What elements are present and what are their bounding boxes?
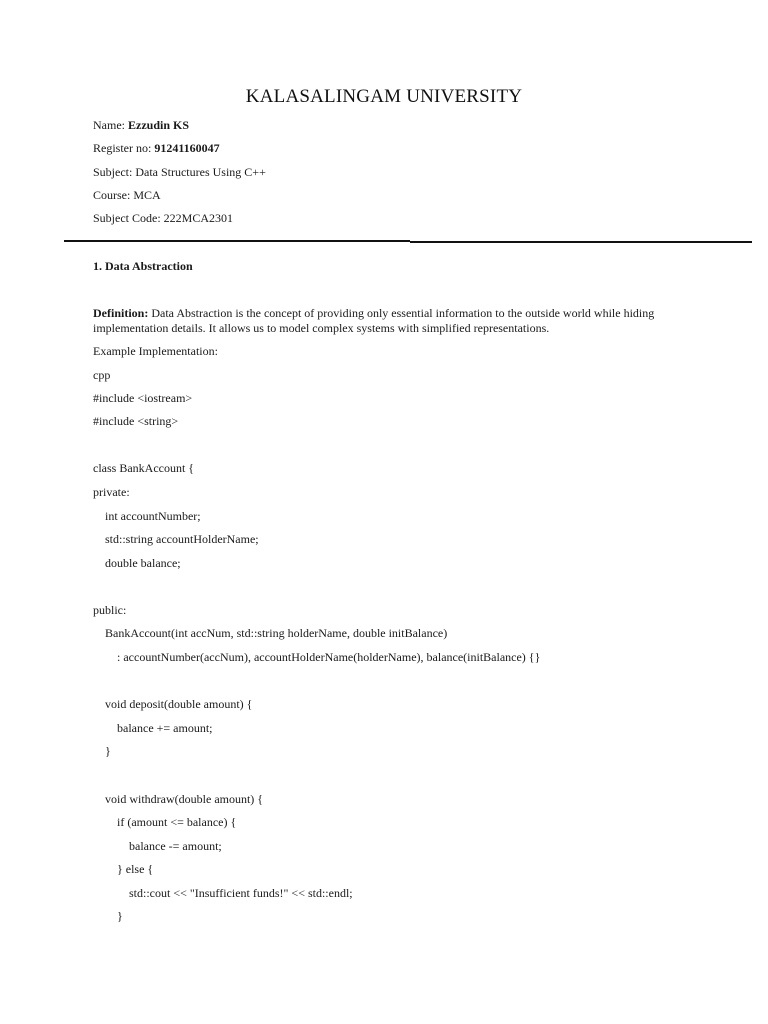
definition-text: Data Abstraction is the concept of providing only essential information to the outside world while hiding implementation details. It allows us to model complex systems with simplified representations. xyxy=(93,306,655,335)
code-line: BankAccount(int accNum, std::string holderName, double initBalance) xyxy=(93,626,448,640)
code-line: #include <string> xyxy=(93,414,179,428)
subject-code-line: Subject Code: 222MCA2301 xyxy=(93,211,233,225)
course-line: Course: MCA xyxy=(93,188,161,202)
definition-paragraph xyxy=(93,306,683,335)
code-line: std::cout << "Insufficient funds!" << std::endl; xyxy=(93,886,353,900)
code-line: #include <iostream> xyxy=(93,391,193,405)
code-line: class BankAccount { xyxy=(93,461,195,475)
code-line: balance += amount; xyxy=(93,721,213,735)
definition-label: Definition: xyxy=(93,306,149,320)
code-line: : accountNumber(accNum), accountHolderName(holderName), balance(initBalance) {} xyxy=(93,650,541,664)
code-line: void withdraw(double amount) { xyxy=(93,792,264,806)
code-line: private: xyxy=(93,485,130,499)
name-label: Name: xyxy=(93,118,128,132)
example-label: Example Implementation: xyxy=(93,344,218,358)
subject-line: Subject: Data Structures Using C++ xyxy=(93,165,266,179)
code-line: } xyxy=(93,909,123,923)
code-line: if (amount <= balance) { xyxy=(93,815,237,829)
code-line: public: xyxy=(93,603,127,617)
code-line: int accountNumber; xyxy=(93,509,201,523)
register-label: Register no: xyxy=(93,141,155,155)
code-line: } xyxy=(93,744,111,758)
student-name xyxy=(93,118,189,133)
code-line: void deposit(double amount) { xyxy=(93,697,253,711)
code-line: std::string accountHolderName; xyxy=(93,532,259,546)
header-divider-right xyxy=(410,241,752,243)
code-line: balance -= amount; xyxy=(93,839,222,853)
code-line: } else { xyxy=(93,862,154,876)
register-number xyxy=(93,141,220,156)
name-value: Ezzudin KS xyxy=(128,118,190,132)
header-divider xyxy=(64,240,410,242)
register-value: 91241160047 xyxy=(154,141,220,155)
section-heading: 1. Data Abstraction xyxy=(93,259,193,273)
code-line: double balance; xyxy=(93,556,181,570)
university-title: KALASALINGAM UNIVERSITY xyxy=(245,86,523,107)
code-language: cpp xyxy=(93,368,111,382)
